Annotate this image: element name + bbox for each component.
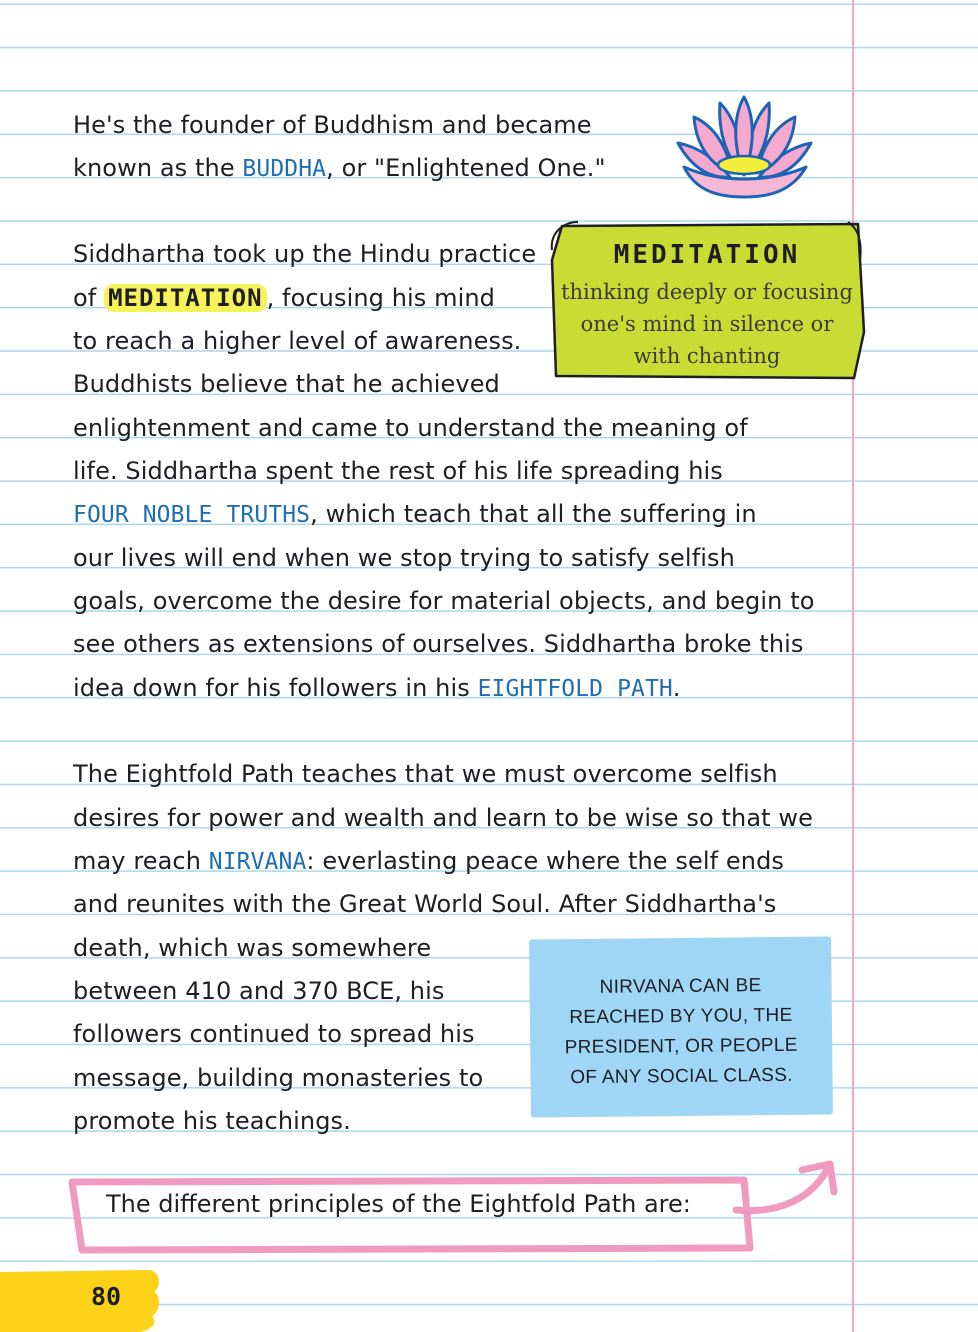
- keyword-eightfold-path: EIGHTFOLD PATH: [477, 676, 673, 702]
- text-segment: of: [73, 284, 105, 312]
- callout-text: The different principles of the Eightfold Path are:: [106, 1190, 691, 1218]
- page-number: 80: [91, 1282, 122, 1311]
- para1-line-9: goals, overcome the desire for material objects, and begin to: [73, 587, 815, 615]
- lotus-icon: [672, 95, 817, 200]
- para1-line-6: life. Siddhartha spent the rest of his life spreading his: [73, 457, 723, 485]
- keyword-four-noble-truths: FOUR NOBLE TRUTHS: [73, 502, 311, 528]
- keyword-buddha: BUDDHA: [242, 156, 327, 182]
- para1-line-4: Buddhists believe that he achieved: [73, 370, 500, 398]
- sticky-note: [529, 936, 833, 1117]
- para1-line-2: [73, 277, 495, 320]
- definition-term: MEDITATION: [613, 240, 801, 270]
- definition-box: [548, 220, 866, 380]
- intro-line-1: He's the founder of Buddhism and became: [73, 111, 592, 139]
- text-segment: may reach: [73, 847, 209, 875]
- para2-line-2: desires for power and wealth and learn to be wise so that we: [73, 804, 813, 832]
- para2-line-4: and reunites with the Great World Soul. After Siddhartha's: [73, 890, 777, 918]
- callout-box: [68, 1160, 848, 1260]
- para2-line-6: between 410 and 370 BCE, his: [73, 977, 445, 1005]
- text-segment: known as the: [73, 154, 243, 182]
- para2-line-3: [73, 840, 784, 884]
- para2-line-7: followers continued to spread his: [73, 1020, 475, 1048]
- para1-line-5: enlightenment and came to understand the meaning of: [73, 414, 748, 442]
- keyword-nirvana: NIRVANA: [208, 849, 307, 875]
- para1-line-3: to reach a higher level of awareness.: [73, 327, 522, 355]
- text-segment: .: [672, 674, 681, 702]
- text-segment: : everlasting peace where the self ends: [306, 847, 785, 875]
- definition-body: thinking deeply or focusing one's mind in silence or with chanting: [561, 280, 853, 368]
- text-segment: , focusing his mind: [266, 284, 496, 312]
- text-segment: , which teach that all the suffering in: [310, 500, 757, 528]
- curved-arrow-icon: [736, 1164, 834, 1211]
- page-margin-line: [852, 0, 854, 1332]
- para2-line-1: The Eightfold Path teaches that we must overcome selfish: [73, 760, 778, 788]
- page-number-band: [0, 1266, 170, 1332]
- sticky-note-text: NIRVANA CAN BE REACHED BY YOU, THE PRESIDENT, OR PEOPLE OF ANY SOCIAL CLASS.: [564, 975, 798, 1089]
- para1-line-10: see others as extensions of ourselves. Siddhartha broke this: [73, 630, 804, 658]
- para1-line-1: Siddhartha took up the Hindu practice: [73, 240, 537, 268]
- para2-line-9: promote his teachings.: [73, 1107, 351, 1135]
- para1-line-7: [73, 493, 757, 537]
- intro-line-2: [73, 147, 606, 191]
- page-number-band-shape: [0, 1266, 170, 1332]
- para2-line-8: message, building monasteries to: [73, 1064, 484, 1092]
- text-segment: idea down for his followers in his: [73, 674, 478, 702]
- para2-line-5: death, which was somewhere: [73, 934, 432, 962]
- text-segment: , or "Enlightened One.": [326, 154, 606, 182]
- highlighted-term-meditation: MEDITATION: [104, 284, 267, 312]
- para1-line-11: [73, 667, 681, 711]
- para1-line-8: our lives will end when we stop trying to satisfy selfish: [73, 544, 735, 572]
